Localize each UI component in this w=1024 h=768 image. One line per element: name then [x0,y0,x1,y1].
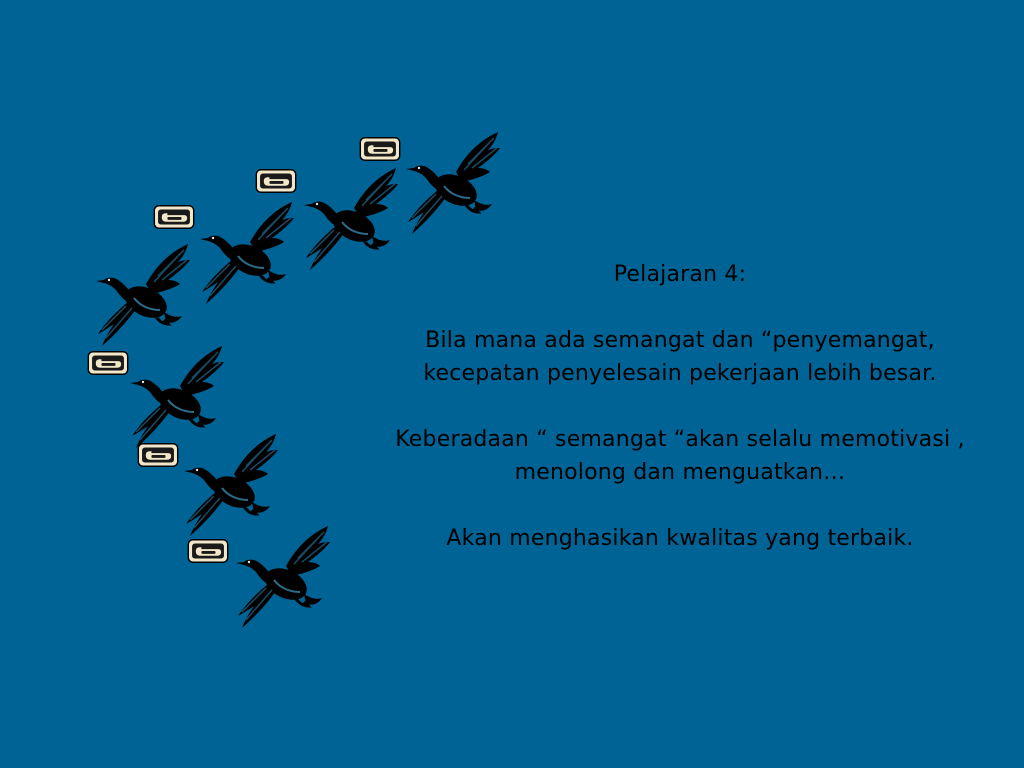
lesson-paragraph [350,324,1010,390]
lesson-paragraph [350,423,1010,489]
honk-sound-icon [152,202,196,232]
lesson-text [350,258,1010,555]
flying-duck-icon [398,128,508,238]
honk-sound-icon [86,348,130,378]
honk-sound-icon [254,166,298,196]
lesson-paragraph [350,522,1010,555]
lesson-heading-text: Pelajaran 4: [613,262,747,287]
lesson-heading [350,258,1010,291]
flying-duck-icon [88,240,198,350]
paragraph-line: kecepatan penyelesain pekerjaan lebih besar. [423,361,937,386]
paragraph-line: menolong dan menguatkan… [514,460,846,485]
honk-sound-icon [186,536,230,566]
honk-sound-icon [136,440,180,470]
flying-duck-icon [228,522,338,632]
honk-sound-icon [358,134,402,164]
paragraph-line: Akan menghasikan kwalitas yang terbaik. [446,526,914,551]
paragraph-line: Keberadaan “ semangat “akan selalu memotivasi , [395,427,965,452]
flying-duck-icon [192,198,302,308]
paragraph-line: Bila mana ada semangat dan “penyemangat, [425,328,935,353]
